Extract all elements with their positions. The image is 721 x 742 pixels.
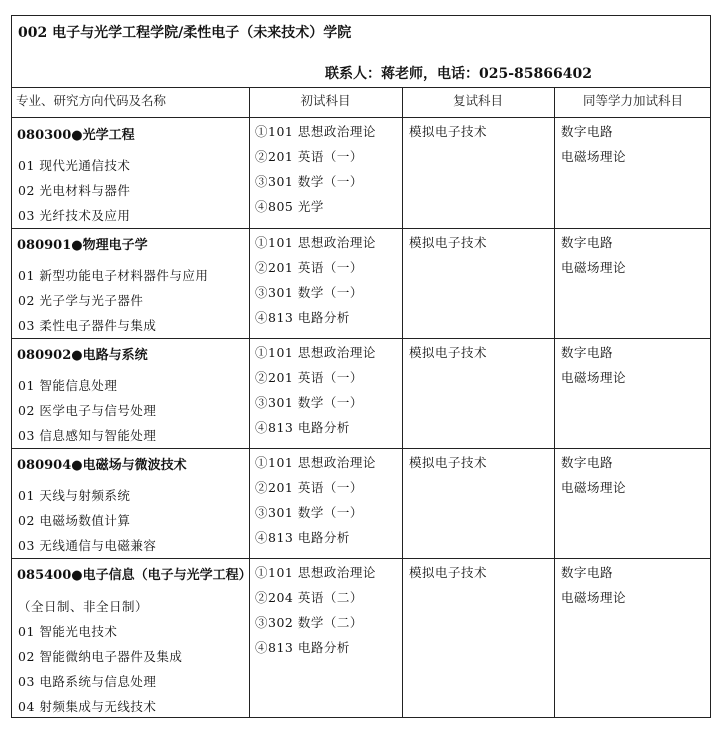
- major-heading: [17, 348, 148, 364]
- header-major: 专业、研究方向代码及名称: [16, 93, 167, 108]
- initial-subject: ②201 英语（一）: [255, 260, 363, 275]
- school-title: 002 电子与光学工程学院/柔性电子（未来技术）学院: [18, 25, 352, 41]
- row-divider: [12, 558, 710, 559]
- initial-subject: ①101 思想政治理论: [255, 345, 376, 360]
- research-direction: 01 天线与射频系统: [18, 488, 131, 503]
- extra-subject: 电磁场理论: [561, 590, 627, 605]
- header-divider: [12, 87, 710, 88]
- extra-subject: 数字电路: [561, 455, 614, 470]
- initial-subject: ②204 英语（二）: [255, 590, 363, 605]
- initial-subject: ④813 电路分析: [255, 420, 350, 435]
- extra-subject: 数字电路: [561, 565, 614, 580]
- program-table: [11, 15, 711, 718]
- contact-info: 联系人：蒋老师，电话：025-85866402: [325, 66, 592, 82]
- extra-subject: 电磁场理论: [561, 260, 627, 275]
- research-direction: 03 电路系统与信息处理: [18, 674, 157, 689]
- research-direction: 03 柔性电子器件与集成: [18, 318, 157, 333]
- major-code: 080902: [17, 348, 72, 363]
- extra-subject: 数字电路: [561, 235, 614, 250]
- retest-subject: 模拟电子技术: [409, 124, 488, 139]
- initial-subject: ③301 数学（一）: [255, 395, 363, 410]
- major-heading: [17, 128, 135, 144]
- research-direction: 03 无线通信与电磁兼容: [18, 538, 157, 553]
- initial-subject: ③301 数学（一）: [255, 505, 363, 520]
- initial-subject: ④813 电路分析: [255, 530, 350, 545]
- extra-subject: 数字电路: [561, 124, 614, 139]
- research-direction: 02 光电材料与器件: [18, 183, 131, 198]
- study-mode-note: （全日制、非全日制）: [18, 599, 149, 614]
- row-divider: [12, 228, 710, 229]
- header-retest: 复试科目: [452, 93, 503, 108]
- major-name: ●物理电子学: [71, 238, 148, 253]
- research-direction: 03 光纤技术及应用: [18, 208, 131, 223]
- research-direction: 01 现代光通信技术: [18, 158, 131, 173]
- initial-subject: ③301 数学（一）: [255, 174, 363, 189]
- research-direction: 01 新型功能电子材料器件与应用: [18, 268, 209, 283]
- extra-subject: 数字电路: [561, 345, 614, 360]
- row-divider: [12, 338, 710, 339]
- header-equivalent-extra: 同等学力加试科目: [582, 93, 683, 108]
- research-direction: 01 智能光电技术: [18, 624, 118, 639]
- row-divider: [12, 448, 710, 449]
- major-name: ●电磁场与微波技术: [71, 458, 187, 473]
- major-name: ●光学工程: [71, 128, 135, 143]
- header-initial-exam: 初试科目: [300, 93, 351, 108]
- initial-subject: ④805 光学: [255, 199, 324, 214]
- initial-subject: ①101 思想政治理论: [255, 235, 376, 250]
- column-header-divider: [12, 117, 710, 118]
- retest-subject: 模拟电子技术: [409, 455, 488, 470]
- initial-subject: ①101 思想政治理论: [255, 565, 376, 580]
- major-heading: [17, 238, 148, 254]
- major-code: 080300: [17, 128, 72, 143]
- retest-subject: 模拟电子技术: [409, 565, 488, 580]
- extra-subject: 电磁场理论: [561, 370, 627, 385]
- extra-subject: 电磁场理论: [561, 149, 627, 164]
- major-heading: [17, 568, 252, 584]
- column-divider: [402, 87, 403, 717]
- retest-subject: 模拟电子技术: [409, 235, 488, 250]
- research-direction: 02 电磁场数值计算: [18, 513, 131, 528]
- initial-subject: ②201 英语（一）: [255, 370, 363, 385]
- research-direction: 04 射频集成与无线技术: [18, 699, 157, 714]
- initial-subject: ④813 电路分析: [255, 640, 350, 655]
- research-direction: 01 智能信息处理: [18, 378, 118, 393]
- extra-subject: 电磁场理论: [561, 480, 627, 495]
- research-direction: 02 智能微纳电子器件及集成: [18, 649, 183, 664]
- major-code: 080904: [17, 458, 72, 473]
- initial-subject: ①101 思想政治理论: [255, 124, 376, 139]
- major-name: ●电路与系统: [71, 348, 148, 363]
- initial-subject: ②201 英语（一）: [255, 480, 363, 495]
- column-divider: [249, 87, 250, 717]
- column-divider: [554, 87, 555, 717]
- initial-subject: ③301 数学（一）: [255, 285, 363, 300]
- initial-subject: ④813 电路分析: [255, 310, 350, 325]
- major-code: 080901: [17, 238, 72, 253]
- initial-subject: ③302 数学（二）: [255, 615, 363, 630]
- retest-subject: 模拟电子技术: [409, 345, 488, 360]
- major-name: ●电子信息（电子与光学工程）: [71, 568, 252, 583]
- research-direction: 03 信息感知与智能处理: [18, 428, 157, 443]
- major-code: 085400: [17, 568, 72, 583]
- initial-subject: ②201 英语（一）: [255, 149, 363, 164]
- research-direction: 02 医学电子与信号处理: [18, 403, 157, 418]
- major-heading: [17, 458, 187, 474]
- initial-subject: ①101 思想政治理论: [255, 455, 376, 470]
- research-direction: 02 光子学与光子器件: [18, 293, 144, 308]
